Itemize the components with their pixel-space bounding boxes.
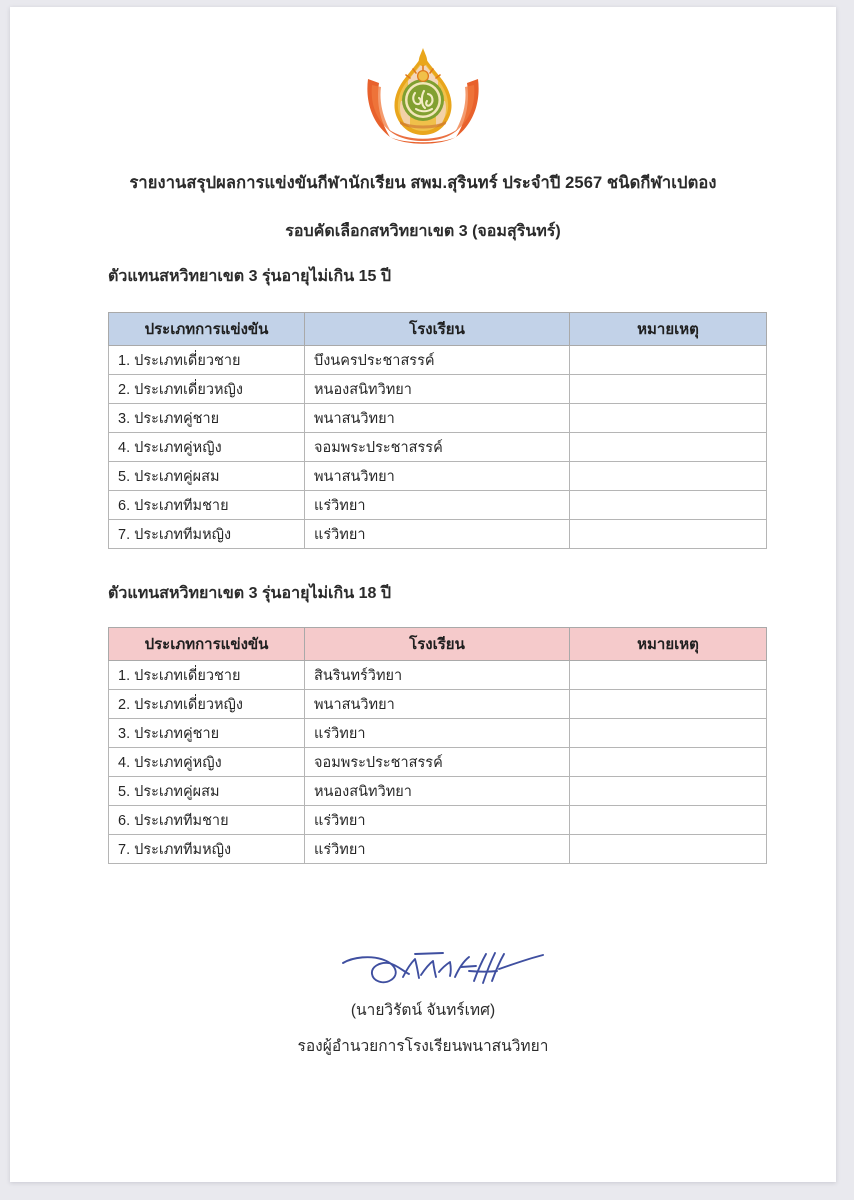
cell-event: 1. ประเภทเดี่ยวชาย bbox=[109, 346, 305, 375]
cell-note bbox=[570, 661, 767, 690]
table-row bbox=[109, 690, 767, 719]
cell-school: บึงนครประชาสรรค์ bbox=[305, 346, 570, 375]
table-row bbox=[109, 491, 767, 520]
table-row bbox=[109, 462, 767, 491]
cell-event: 4. ประเภทคู่หญิง bbox=[109, 433, 305, 462]
cell-event: 7. ประเภททีมหญิง bbox=[109, 520, 305, 549]
handwritten-signature-icon bbox=[331, 941, 561, 997]
cell-event: 7. ประเภททีมหญิง bbox=[109, 835, 305, 864]
table-header-row bbox=[109, 313, 767, 346]
cell-event: 5. ประเภทคู่ผสม bbox=[109, 462, 305, 491]
cell-note bbox=[570, 719, 767, 748]
column-header-school: โรงเรียน bbox=[305, 313, 570, 346]
cell-school: จอมพระประชาสรรค์ bbox=[305, 433, 570, 462]
cell-note bbox=[570, 748, 767, 777]
cell-school: พนาสนวิทยา bbox=[305, 462, 570, 491]
cell-event: 5. ประเภทคู่ผสม bbox=[109, 777, 305, 806]
section-heading-u15: ตัวแทนสหวิทยาเขต 3 รุ่นอายุไม่เกิน 15 ปี bbox=[108, 268, 391, 285]
cell-note bbox=[570, 462, 767, 491]
signature-role: รองผู้อำนวยการโรงเรียนพนาสนวิทยา bbox=[297, 1038, 549, 1055]
table-row bbox=[109, 835, 767, 864]
table-row bbox=[109, 404, 767, 433]
cell-school: แร่วิทยา bbox=[305, 491, 570, 520]
obec-ministry-of-education-emblem-icon bbox=[364, 45, 482, 147]
cell-school: แร่วิทยา bbox=[305, 806, 570, 835]
cell-school: จอมพระประชาสรรค์ bbox=[305, 748, 570, 777]
cell-note bbox=[570, 375, 767, 404]
cell-note bbox=[570, 690, 767, 719]
cell-school: หนองสนิทวิทยา bbox=[305, 777, 570, 806]
cell-note bbox=[570, 520, 767, 549]
table-row bbox=[109, 719, 767, 748]
results-table-u18 bbox=[108, 627, 767, 864]
cell-event: 4. ประเภทคู่หญิง bbox=[109, 748, 305, 777]
emblem-container bbox=[10, 45, 836, 152]
table-row bbox=[109, 375, 767, 404]
signature-name: (นายวิรัตน์ จันทร์เทศ) bbox=[350, 1002, 496, 1019]
cell-note bbox=[570, 404, 767, 433]
cell-note bbox=[570, 491, 767, 520]
table-row bbox=[109, 520, 767, 549]
column-header-note: หมายเหตุ bbox=[570, 313, 767, 346]
cell-note bbox=[570, 433, 767, 462]
cell-event: 3. ประเภทคู่ชาย bbox=[109, 719, 305, 748]
cell-school: แร่วิทยา bbox=[305, 835, 570, 864]
cell-event: 2. ประเภทเดี่ยวหญิง bbox=[109, 375, 305, 404]
cell-school: หนองสนิทวิทยา bbox=[305, 375, 570, 404]
page-title: รายงานสรุปผลการแข่งขันกีฬานักเรียน สพม.สุรินทร์ ประจำปี 2567 ชนิดกีฬาเปตอง bbox=[129, 174, 717, 192]
cell-note bbox=[570, 777, 767, 806]
cell-school: พนาสนวิทยา bbox=[305, 690, 570, 719]
results-table-u15 bbox=[108, 312, 767, 549]
cell-event: 6. ประเภททีมชาย bbox=[109, 491, 305, 520]
page-subtitle: รอบคัดเลือกสหวิทยาเขต 3 (จอมสุรินทร์) bbox=[285, 223, 561, 240]
table-row bbox=[109, 346, 767, 375]
table-row bbox=[109, 806, 767, 835]
cell-note bbox=[570, 346, 767, 375]
table-row bbox=[109, 433, 767, 462]
cell-school: แร่วิทยา bbox=[305, 520, 570, 549]
column-header-event: ประเภทการแข่งขัน bbox=[109, 313, 305, 346]
cell-note bbox=[570, 835, 767, 864]
column-header-note: หมายเหตุ bbox=[570, 628, 767, 661]
table-header-row bbox=[109, 628, 767, 661]
signature-container bbox=[10, 941, 836, 1002]
cell-school: สินรินทร์วิทยา bbox=[305, 661, 570, 690]
cell-event: 2. ประเภทเดี่ยวหญิง bbox=[109, 690, 305, 719]
cell-event: 3. ประเภทคู่ชาย bbox=[109, 404, 305, 433]
section-heading-u18: ตัวแทนสหวิทยาเขต 3 รุ่นอายุไม่เกิน 18 ปี bbox=[108, 585, 391, 602]
column-header-school: โรงเรียน bbox=[305, 628, 570, 661]
cell-school: แร่วิทยา bbox=[305, 719, 570, 748]
table-row bbox=[109, 661, 767, 690]
column-header-event: ประเภทการแข่งขัน bbox=[109, 628, 305, 661]
cell-school: พนาสนวิทยา bbox=[305, 404, 570, 433]
table-row bbox=[109, 777, 767, 806]
cell-note bbox=[570, 806, 767, 835]
document-page bbox=[10, 7, 836, 1182]
table-row bbox=[109, 748, 767, 777]
cell-event: 1. ประเภทเดี่ยวชาย bbox=[109, 661, 305, 690]
cell-event: 6. ประเภททีมชาย bbox=[109, 806, 305, 835]
